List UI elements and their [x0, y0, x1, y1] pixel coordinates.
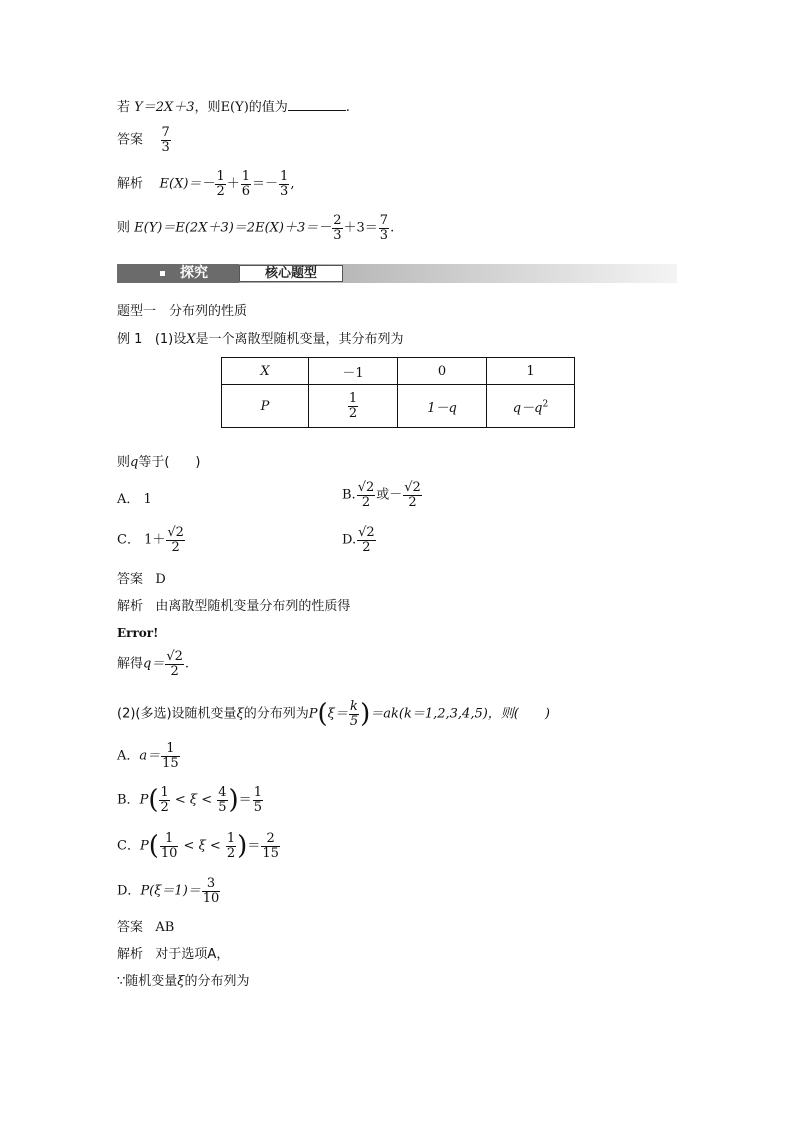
table-cell: X — [222, 358, 309, 385]
equals-sign: ＝－ — [252, 176, 279, 192]
table-cell: 1－q — [398, 385, 487, 428]
answer-1 — [117, 126, 172, 154]
square-bullet-icon — [160, 271, 165, 276]
answer-3: 答案 AB — [117, 920, 175, 935]
then-fraction-2: $\frac{7}{3}$ — [379, 213, 389, 243]
answer-label: 答案 — [117, 132, 144, 148]
analysis-label: 解析 — [117, 176, 144, 192]
plus-sign: ＋ — [226, 176, 240, 192]
intro-line — [117, 98, 350, 114]
analysis-3: 解析 对于选项A， — [117, 947, 230, 962]
intro-end: . — [345, 100, 350, 115]
section-header-bar — [117, 264, 677, 283]
analysis-1 — [117, 170, 294, 198]
then-expression: E(Y)＝E(2X＋3)＝2E(X)＋3＝－ — [134, 220, 332, 236]
distribution-table — [221, 357, 575, 428]
comma: , — [290, 176, 295, 192]
fraction-2: $\frac{1}{6}$ — [241, 169, 251, 199]
intro-sep: ，则 — [194, 100, 221, 115]
answer-2: 答案 D — [117, 572, 166, 587]
option2-b: B．P( $\frac{1}{2}$ < ξ < $\frac{4}{5}$ )＝ $\frac{1}{5}$ — [117, 785, 262, 816]
fraction-3: $\frac{1}{3}$ — [280, 169, 289, 199]
option2-a: A．a＝ $\frac{1}{15}$ — [117, 741, 179, 771]
intro-prefix: 若 — [117, 100, 131, 115]
option-d: D. $\frac{√2}{2}$ — [342, 525, 375, 555]
example-1 — [117, 333, 404, 346]
question-1: 则q等于( ) — [117, 455, 201, 470]
then-fraction-1: $\frac{2}{3}$ — [333, 213, 342, 243]
intro-suffix: 的值为 — [248, 100, 288, 115]
example-text-b: 是一个离散型随机变量，其分布列为 — [195, 332, 404, 347]
table-cell: －1 — [309, 358, 398, 385]
analysis-2: 解析 由离散型随机变量分布列的性质得 — [117, 599, 351, 614]
option-a: A． 1 — [117, 492, 152, 507]
intro-ey: E(Y) — [220, 100, 249, 115]
error-text: Error! — [117, 626, 159, 640]
then-line — [117, 214, 394, 242]
option-c: C． 1＋ $\frac{√2}{2}$ — [117, 525, 184, 555]
answer-fraction: $\frac{7}{3}$ — [161, 125, 170, 155]
option2-c: C．P( $\frac{1}{10}$ < ξ < $\frac{1}{2}$ )＝ $\frac{2}{15}$ — [117, 831, 279, 862]
option2-d: D．P(ξ＝1)＝ $\frac{3}{10}$ — [117, 876, 220, 906]
section-right-label: 核心题型 — [239, 265, 343, 282]
intro-equation: Y＝2X＋3 — [134, 100, 195, 115]
heading-type-1: 题型一 分布列的性质 — [117, 304, 248, 319]
option-b: B. $\frac{√2}{2}$ 或－ $\frac{√2}{2}$ — [342, 480, 421, 510]
section-left-text: 探究 — [180, 265, 208, 281]
table-cell: 1 — [487, 358, 575, 385]
table-row — [222, 385, 575, 428]
example-label: 例 1 — [117, 332, 143, 347]
example-text-a: (1)设 — [154, 332, 187, 347]
then-end: . — [390, 220, 395, 236]
table-cell: P — [222, 385, 309, 428]
analysis-lhs: E(X)＝－ — [159, 176, 215, 192]
part-2-question: (2)(多选)设随机变量ξ的分布列为P(ξ＝ $\frac{k}{5}$ )＝ak(k＝1,2,3,4,5)，则( ) — [117, 699, 550, 730]
section-left-label — [117, 264, 239, 283]
table-cell: 0 — [398, 358, 487, 385]
solve-line: 解得q＝ $\frac{√2}{2}$ . — [117, 649, 190, 679]
table-row — [222, 358, 575, 385]
then-prefix: 则 — [117, 220, 131, 236]
then-mid: ＋3＝ — [343, 220, 378, 236]
answer-blank — [288, 98, 346, 111]
table-cell: $q-q^2$ — [487, 385, 575, 428]
fraction-1: $\frac{1}{2}$ — [216, 169, 225, 199]
example-var: X — [186, 332, 196, 347]
table-cell: $\frac{1}{2}$ — [309, 385, 398, 428]
last-line: ∵随机变量ξ的分布列为 — [117, 974, 250, 989]
